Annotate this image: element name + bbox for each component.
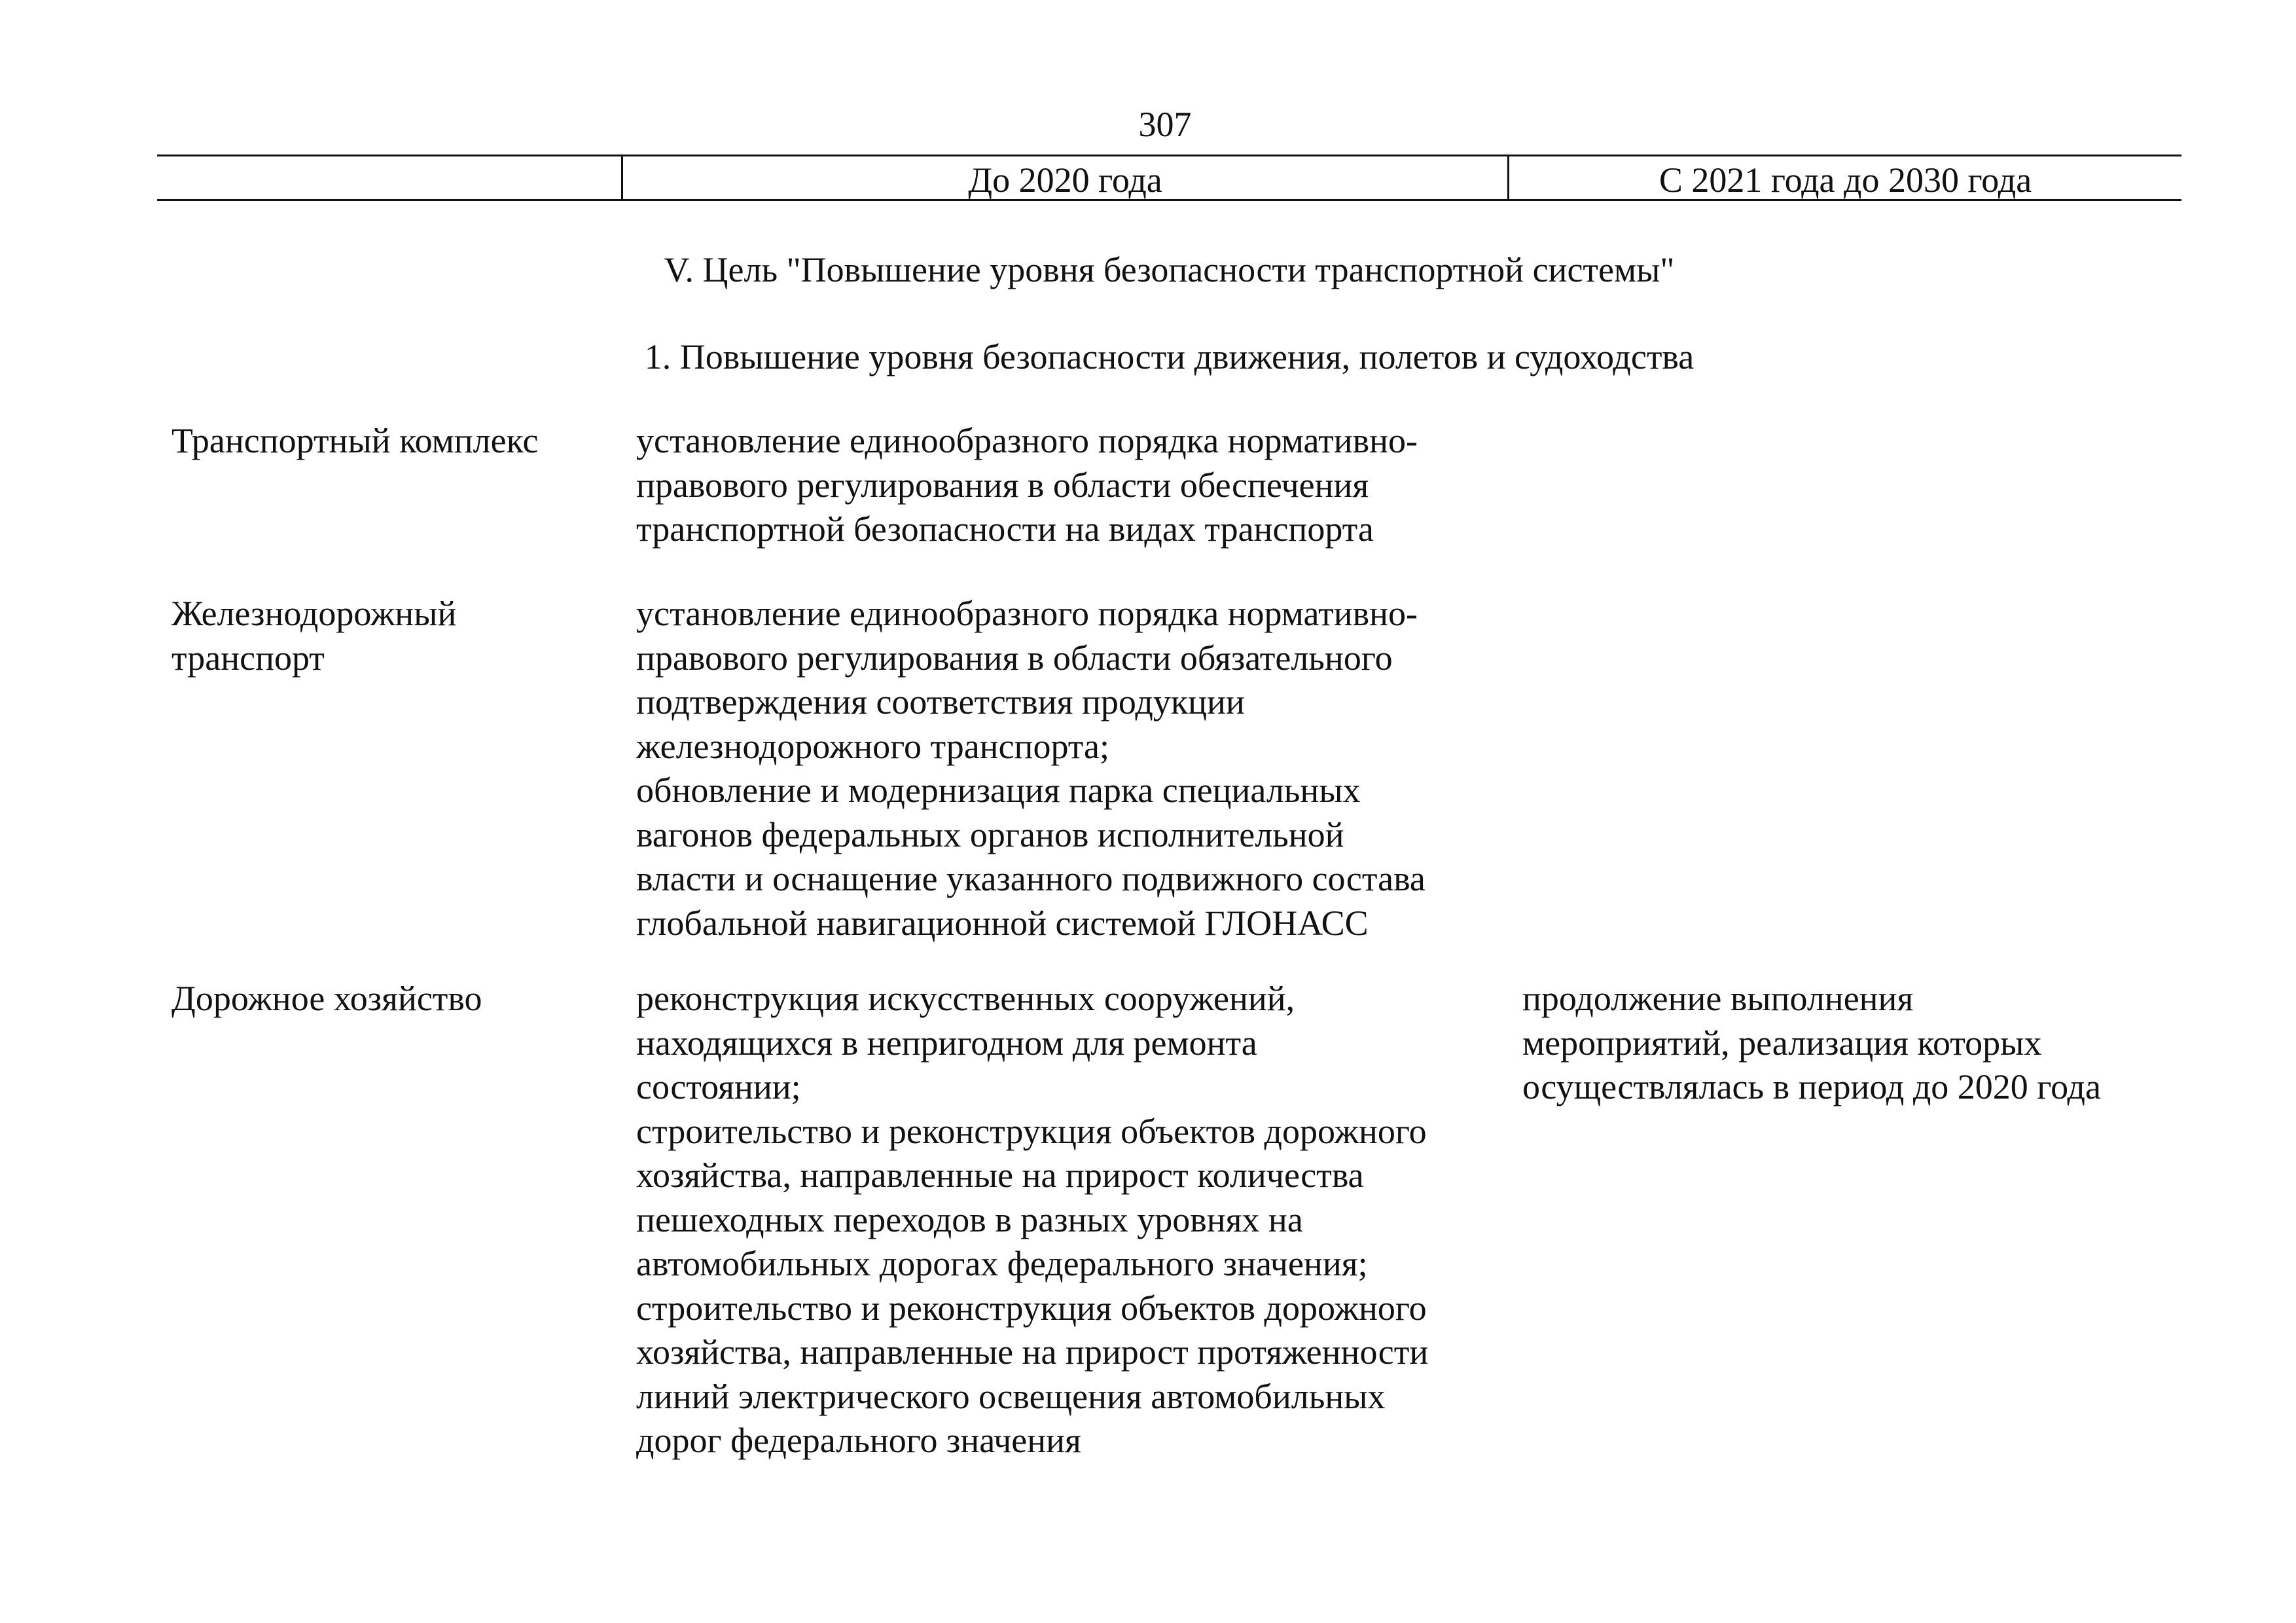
table-row-road-before-2020 (636, 977, 1500, 1463)
table-row-transport-complex-sector (171, 419, 603, 464)
measure-text-line: реконструкция искусственных сооружений, (636, 979, 1295, 1018)
measure-text-line: строительство и реконструкция объектов дорожного (636, 1288, 1427, 1328)
measure-text-line: находящихся в непригодном для ремонта (636, 1023, 1257, 1063)
measure-text-line: обновление и модернизация парка специальных (636, 771, 1361, 810)
measure-text-line: мероприятий, реализация которых (1522, 1023, 2042, 1063)
page-number: 307 (1138, 105, 1192, 144)
subsection-title: 1. Повышение уровня безопасности движения, полетов и судоходства (644, 337, 1695, 376)
measure-text-line: правового регулирования в области обеспечения (636, 465, 1369, 505)
measure-text-line: установление единообразного порядка нормативно- (636, 594, 1418, 633)
measure-text-line: продолжение выполнения (1522, 979, 1914, 1018)
measure-text-line: осуществлялась в период до 2020 года (1522, 1067, 2101, 1106)
sector-label-line: Транспортный комплекс (171, 421, 539, 460)
measure-text-line: вагонов федеральных органов исполнительной (636, 814, 1344, 854)
table-row-railway-sector (171, 592, 603, 680)
table-row-road-2021-2030 (1522, 977, 2177, 1110)
measure-text-line: установление единообразного порядка нормативно- (636, 421, 1418, 460)
measure-text-line: глобальной навигационной системой ГЛОНАСС (636, 903, 1369, 943)
sector-label-line: Железнодорожный (171, 594, 457, 633)
table-row-transport-complex-before-2020 (636, 419, 1500, 552)
table-row-railway-before-2020 (636, 592, 1500, 945)
measure-text-line: строительство и реконструкция объектов дорожного (636, 1111, 1427, 1151)
measure-text-line: автомобильных дорогах федерального значения; (636, 1244, 1368, 1283)
measure-text-line: состоянии; (636, 1067, 801, 1106)
measure-text-line: транспортной безопасности на видах транспорта (636, 509, 1374, 549)
section-title: V. Цель "Повышение уровня безопасности транспортной системы" (664, 250, 1675, 289)
measure-text-line: власти и оснащение указанного подвижного состава (636, 859, 1426, 898)
measure-text-line: линий электрического освещения автомобильных (636, 1376, 1386, 1416)
measure-text-line: подтверждения соответствия продукции (636, 682, 1245, 721)
table-header-top-rule (157, 155, 2181, 156)
measure-text-line: пешеходных переходов в разных уровнях на (636, 1199, 1303, 1239)
table-row-road-sector (171, 977, 603, 1021)
column-header-before-2020: До 2020 года (968, 160, 1162, 200)
sector-label-line: транспорт (171, 638, 325, 678)
sector-label-line: Дорожное хозяйство (171, 979, 482, 1018)
measure-text-line: дорог федерального значения (636, 1421, 1081, 1460)
measure-text-line: правового регулирования в области обязательного (636, 638, 1393, 678)
measure-text-line: хозяйства, направленные на прирост протяженности (636, 1332, 1429, 1372)
measure-text-line: железнодорожного транспорта; (636, 726, 1109, 766)
measure-text-line: хозяйства, направленные на прирост количества (636, 1156, 1364, 1195)
column-header-2021-2030: С 2021 года до 2030 года (1659, 160, 2032, 200)
